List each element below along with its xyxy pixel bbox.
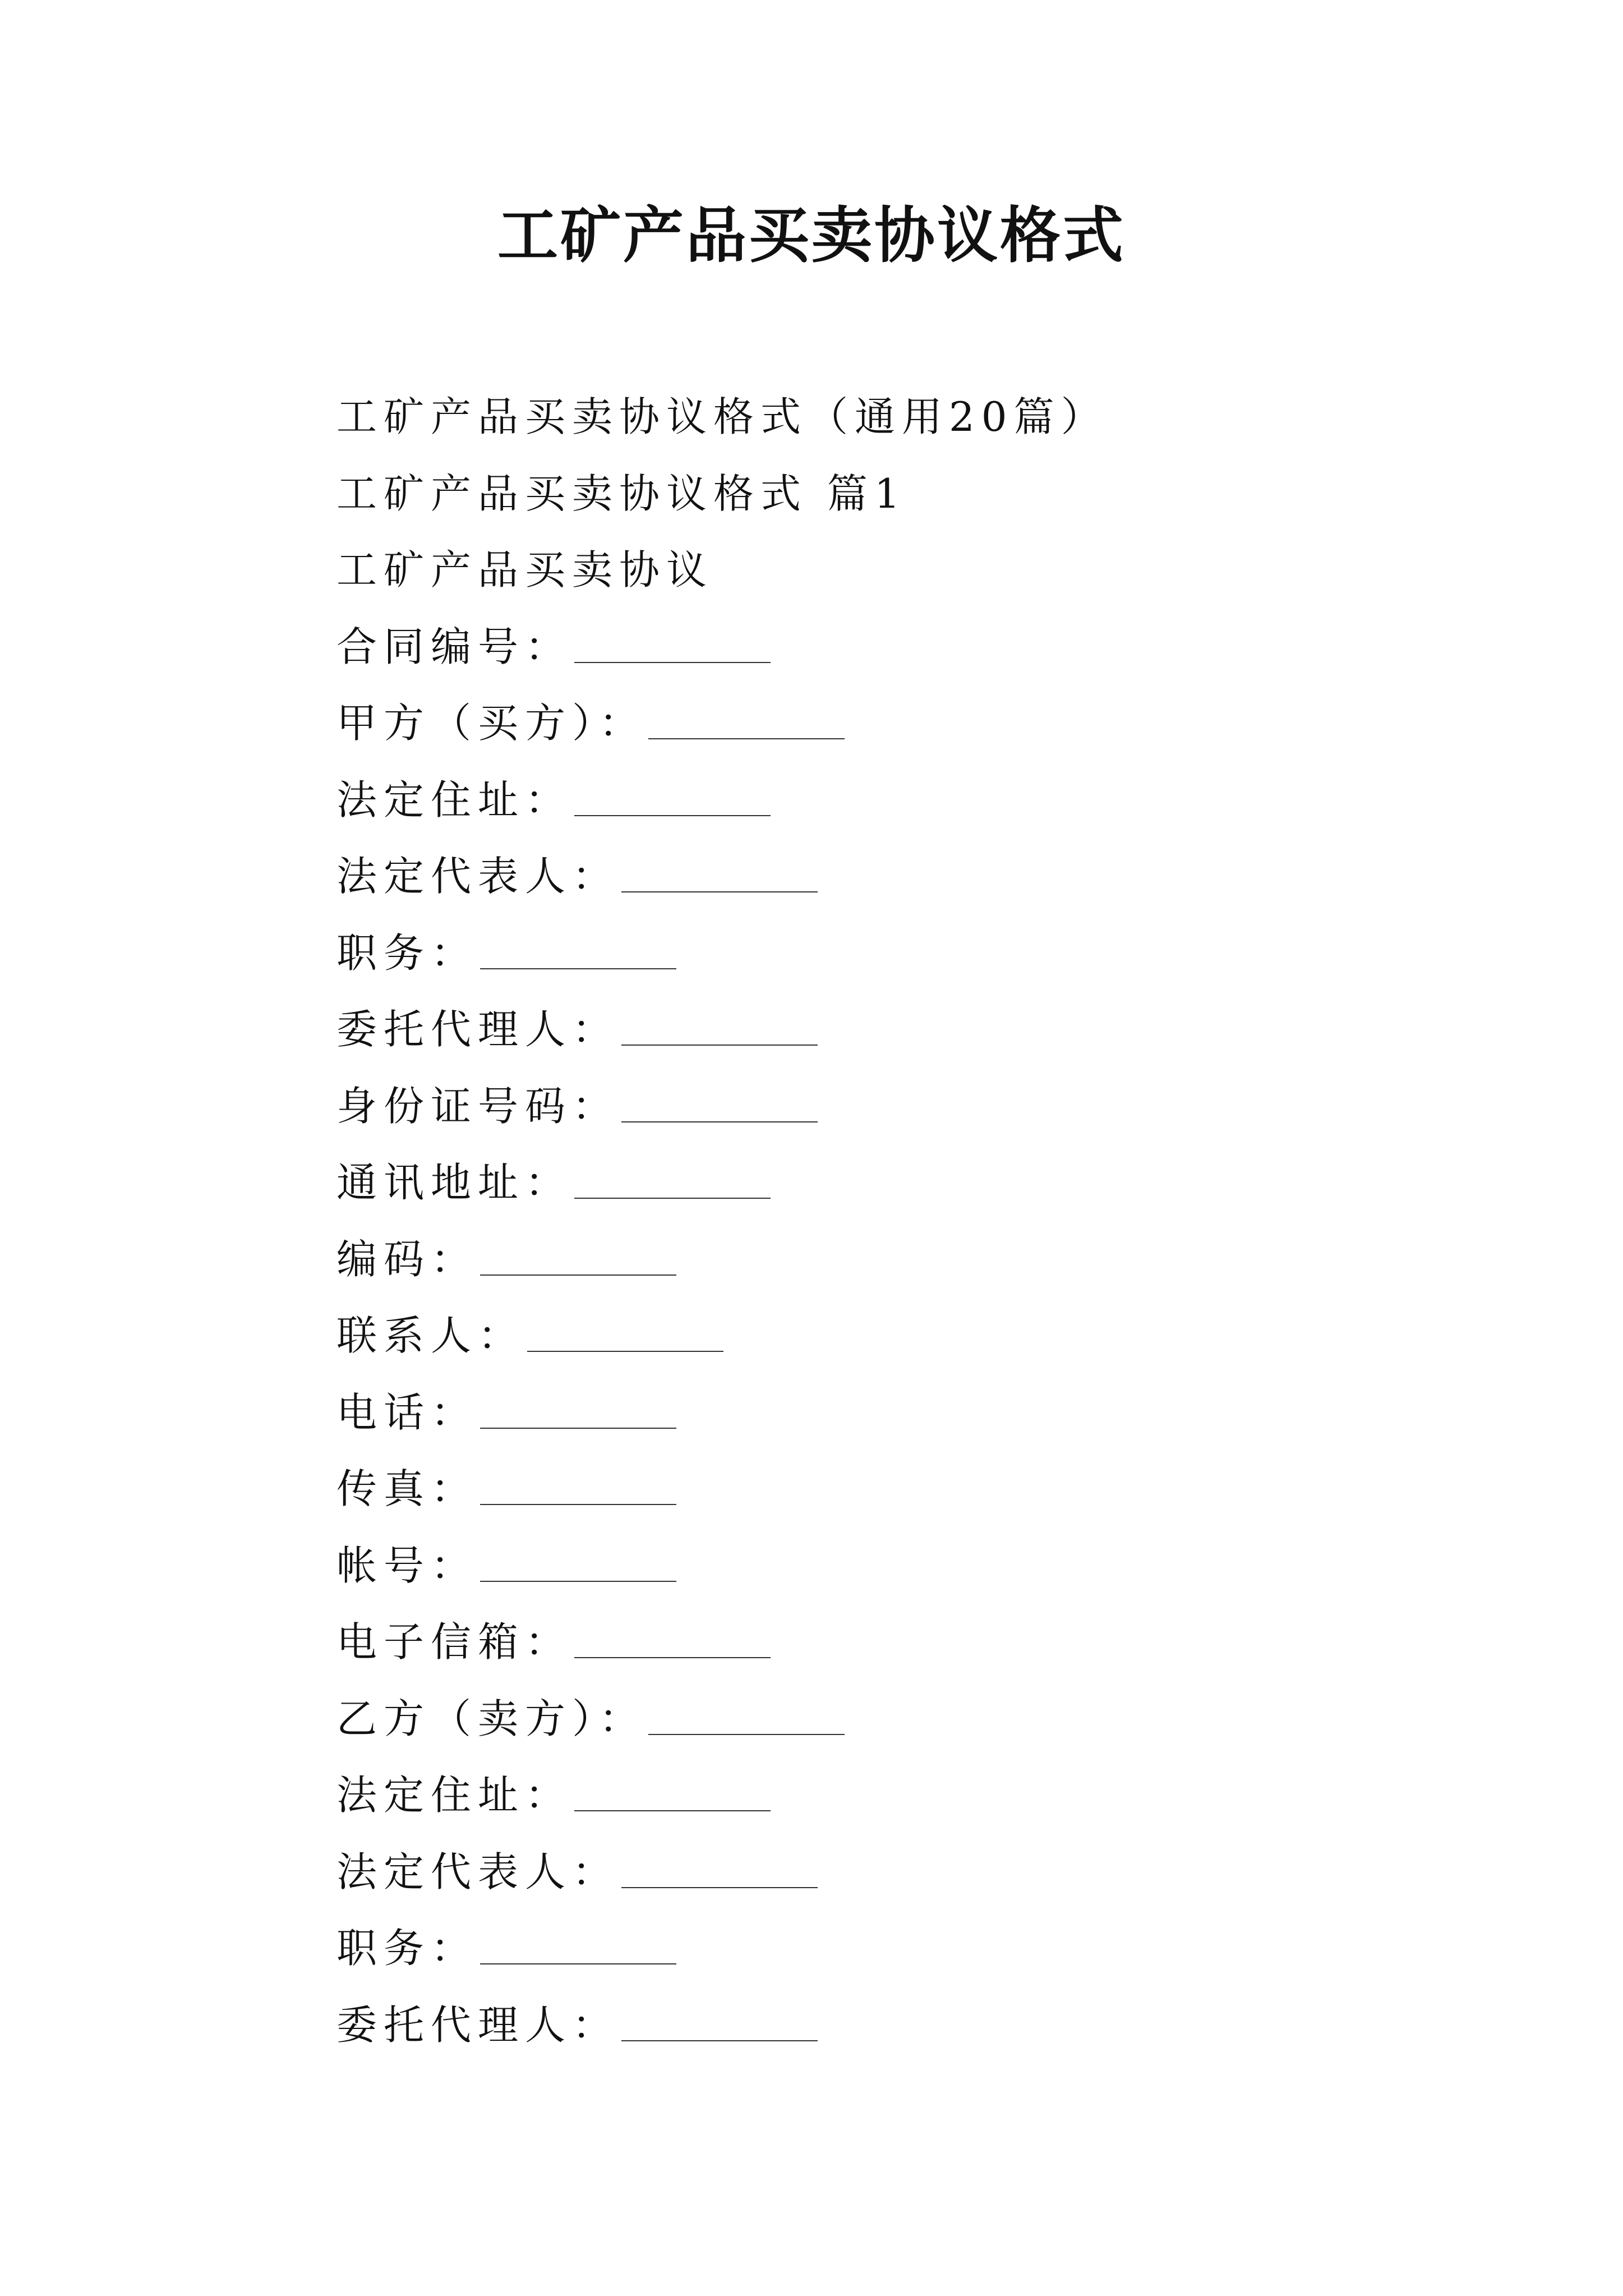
form-field-contract-number — [336, 609, 1514, 685]
fill-in-blank — [574, 628, 771, 663]
fill-in-blank — [648, 705, 845, 739]
field-label: 委托代理人： — [336, 1006, 620, 1053]
fill-in-blank — [480, 935, 676, 969]
field-label: 法定代表人： — [336, 853, 620, 900]
form-field-legal-representative — [336, 1834, 1514, 1911]
doc-line-text: 工矿产品买卖协议格式 篇1 — [336, 470, 907, 517]
fill-in-blank — [480, 1547, 676, 1582]
form-field-agent — [336, 991, 1514, 1068]
form-field-postcode — [336, 1221, 1514, 1298]
field-label: 电子信箱： — [336, 1618, 573, 1665]
field-label: 传真： — [336, 1465, 478, 1512]
form-field-phone — [336, 1374, 1514, 1451]
form-field-agent — [336, 1987, 1514, 2064]
form-field-legal-address — [336, 762, 1514, 839]
field-label: 电话： — [336, 1388, 478, 1436]
field-label: 合同编号： — [336, 623, 573, 670]
field-label: 职务： — [336, 1925, 478, 1972]
field-label: 法定代表人： — [336, 1848, 620, 1895]
fill-in-blank — [621, 1011, 818, 1046]
doc-line — [336, 455, 1514, 532]
doc-line-text: 工矿产品买卖协议格式（通用20篇） — [336, 393, 1108, 440]
field-label: 身份证号码： — [336, 1082, 620, 1130]
field-label: 委托代理人： — [336, 2001, 620, 2049]
form-field-contact — [336, 1297, 1514, 1374]
document-body — [336, 379, 1514, 2063]
fill-in-blank — [648, 1700, 845, 1735]
form-field-party-a — [336, 685, 1514, 762]
fill-in-blank — [621, 1088, 818, 1122]
fill-in-blank — [574, 1777, 771, 1811]
fill-in-blank — [621, 1853, 818, 1888]
field-label: 法定住址： — [336, 1772, 573, 1819]
form-field-account — [336, 1527, 1514, 1604]
fill-in-blank — [480, 1930, 676, 1964]
fill-in-blank — [480, 1241, 676, 1276]
form-field-party-b — [336, 1681, 1514, 1757]
fill-in-blank — [621, 858, 818, 892]
form-field-id-number — [336, 1068, 1514, 1145]
field-label: 帐号： — [336, 1542, 478, 1589]
fill-in-blank — [527, 1317, 723, 1352]
field-label: 法定住址： — [336, 776, 573, 823]
fill-in-blank — [621, 2007, 818, 2041]
form-field-mailing-address — [336, 1144, 1514, 1221]
field-label: 乙方（卖方）： — [336, 1695, 647, 1742]
field-label: 职务： — [336, 929, 478, 977]
field-label: 通讯地址： — [336, 1159, 573, 1206]
field-label: 编码： — [336, 1235, 478, 1283]
fill-in-blank — [574, 1164, 771, 1199]
form-field-legal-representative — [336, 838, 1514, 915]
fill-in-blank — [574, 781, 771, 816]
form-field-position — [336, 915, 1514, 992]
form-field-position — [336, 1910, 1514, 1987]
document-title: 工矿产品买卖协议格式 — [497, 200, 1126, 271]
fill-in-blank — [574, 1623, 771, 1658]
field-label: 甲方（买方）： — [336, 700, 647, 747]
doc-line — [336, 379, 1514, 455]
doc-line — [336, 532, 1514, 609]
doc-line-text: 工矿产品买卖协议 — [336, 546, 714, 593]
fill-in-blank — [480, 1394, 676, 1429]
field-label: 联系人： — [336, 1312, 525, 1359]
form-field-legal-address — [336, 1757, 1514, 1834]
form-field-email — [336, 1604, 1514, 1681]
form-field-fax — [336, 1451, 1514, 1527]
fill-in-blank — [480, 1470, 676, 1505]
